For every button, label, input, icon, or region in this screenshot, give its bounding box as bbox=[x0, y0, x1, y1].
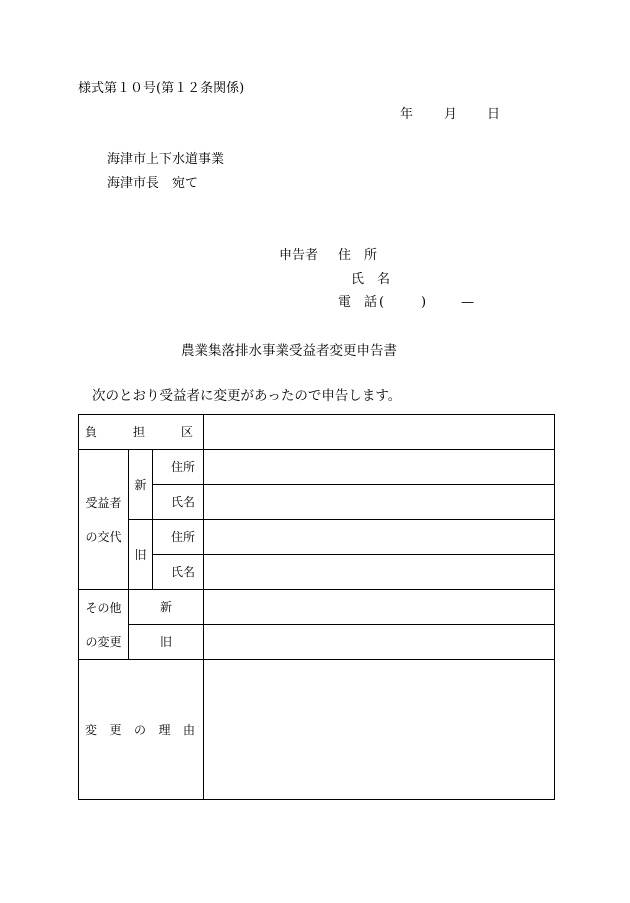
burden-area-char: 区 bbox=[180, 425, 193, 439]
old-address-value[interactable] bbox=[204, 520, 555, 555]
reason-char: 更 bbox=[109, 722, 122, 737]
burden-area-char: 担 bbox=[132, 425, 162, 439]
document-title: 農業集落排水事業受益者変更申告書 bbox=[181, 343, 397, 359]
label-char: 名 bbox=[183, 495, 196, 509]
phone-paren-close: ) bbox=[421, 295, 427, 310]
table-row bbox=[79, 625, 555, 660]
table-row bbox=[79, 415, 555, 450]
beneficiary-change-line1: 受益者 bbox=[85, 495, 122, 510]
other-old-label: 旧 bbox=[129, 625, 204, 660]
old-name-value[interactable] bbox=[204, 555, 555, 590]
declarant-name-label: 氏 名 bbox=[351, 272, 391, 287]
date-month-label: 月 bbox=[444, 107, 458, 122]
new-beneficiary-label: 新 bbox=[129, 450, 153, 520]
label-char: 所 bbox=[183, 530, 196, 544]
other-change-line2: の変更 bbox=[85, 634, 122, 649]
table-row bbox=[79, 450, 555, 485]
new-address-value[interactable] bbox=[204, 450, 555, 485]
beneficiary-change-line2: の交代 bbox=[85, 529, 122, 544]
new-name-value[interactable] bbox=[204, 485, 555, 520]
reason-value[interactable] bbox=[204, 660, 555, 800]
date-year-label: 年 bbox=[400, 107, 414, 122]
reason-char: の bbox=[133, 722, 146, 737]
table-row bbox=[79, 590, 555, 625]
addressee-organization: 海津市上下水道事業 bbox=[107, 152, 225, 167]
label-char: 名 bbox=[183, 565, 196, 579]
addressee-mayor: 海津市長 宛て bbox=[107, 176, 199, 191]
old-address-label bbox=[153, 520, 204, 555]
table-row bbox=[79, 520, 555, 555]
burden-area-label bbox=[79, 415, 204, 450]
label-char: 氏 bbox=[171, 495, 184, 509]
burden-area-char: 負 bbox=[85, 425, 114, 439]
phone-paren-open: ( bbox=[379, 295, 385, 310]
phone-dash: — bbox=[461, 295, 474, 310]
declarant-address-label: 住 所 bbox=[338, 248, 378, 263]
reason-char: 変 bbox=[85, 722, 98, 737]
label-char: 住 bbox=[171, 530, 184, 544]
old-name-label bbox=[153, 555, 204, 590]
form-number: 様式第１０号(第１２条関係) bbox=[78, 81, 245, 96]
intro-sentence: 次のとおり受益者に変更があったので申告します。 bbox=[92, 388, 402, 404]
other-new-value[interactable] bbox=[204, 590, 555, 625]
declaration-table bbox=[78, 414, 555, 800]
table-row bbox=[79, 660, 555, 800]
new-name-label bbox=[153, 485, 204, 520]
burden-area-value[interactable] bbox=[204, 415, 555, 450]
other-change-label bbox=[79, 590, 129, 660]
other-new-label: 新 bbox=[129, 590, 204, 625]
declarant-phone-label: 電 話 bbox=[338, 295, 378, 310]
old-beneficiary-label: 旧 bbox=[129, 520, 153, 590]
new-address-label bbox=[153, 450, 204, 485]
reason-char: 由 bbox=[182, 722, 195, 737]
reason-label bbox=[79, 660, 204, 800]
label-char: 氏 bbox=[171, 565, 184, 579]
reason-char: 理 bbox=[158, 722, 171, 737]
beneficiary-change-label bbox=[79, 450, 129, 590]
date-day-label: 日 bbox=[487, 107, 501, 122]
label-char: 所 bbox=[183, 460, 196, 474]
other-change-line1: その他 bbox=[85, 600, 122, 615]
label-char: 住 bbox=[171, 460, 184, 474]
declarant-label: 申告者 bbox=[279, 248, 319, 263]
other-old-value[interactable] bbox=[204, 625, 555, 660]
